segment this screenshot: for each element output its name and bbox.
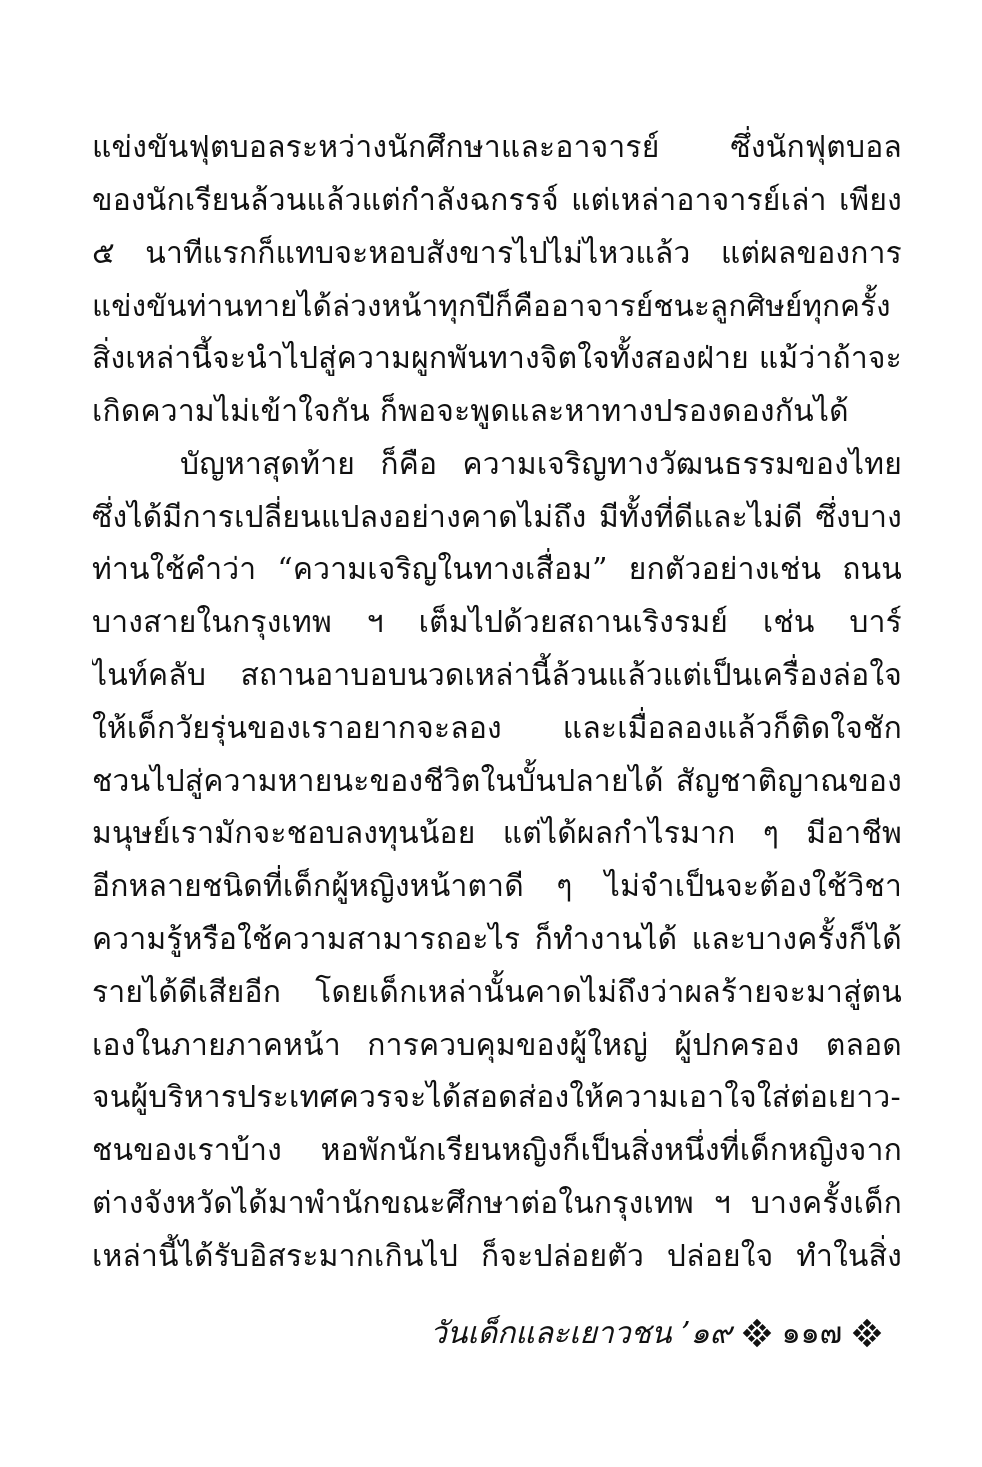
text-line: ๕ นาทีแรกก็แทบจะหอบสังขารไปไม่ไหวแล้ว แต่ผลของการ: [92, 235, 902, 271]
page-number: ๑๑๗: [781, 1315, 843, 1351]
text-line: เหล่านี้ได้รับอิสระมากเกินไป ก็จะปล่อยตัว ปล่อยใจ ทำในสิ่ง: [92, 1238, 902, 1274]
paragraph-last-line: เกิดความไม่เข้าใจกัน ก็พอจะพูดและหาทางปรองดองกันได้: [92, 393, 849, 429]
text-line: สิ่งเหล่านี้จะนำไปสู่ความผูกพันทางจิตใจทั้งสองฝ่าย แม้ว่าถ้าจะ: [92, 341, 902, 377]
paragraph-first-line: บัญหาสุดท้าย ก็คือ ความเจริญทางวัฒนธรรมของไทย: [180, 446, 902, 482]
text-line: แข่งขันท่านทายได้ล่วงหน้าทุกปีก็คืออาจารย์ชนะลูกศิษย์ทุกครั้ง: [92, 289, 891, 324]
text-line: ความรู้หรือใช้ความสามารถอะไร ก็ทำงานได้ และบางครั้งก็ได้: [92, 921, 902, 957]
text-line: ของนักเรียนล้วนแล้วแต่กำลังฉกรรจ์ แต่เหล่าอาจารย์เล่า เพียง: [92, 182, 902, 218]
body-text: [92, 122, 902, 1284]
footer-title: วันเด็กและเยาวชน ’๑๙: [430, 1315, 732, 1351]
diamond-flower-ornament-icon: [852, 1318, 882, 1348]
text-line: เองในภายภาคหน้า การควบคุมของผู้ใหญ่ ผู้ปกครอง ตลอด: [92, 1027, 902, 1063]
text-line: ไนท์คลับ สถานอาบอบนวดเหล่านี้ล้วนแล้วแต่เป็นเครื่องล่อใจ: [92, 657, 902, 693]
page-footer: [430, 1308, 910, 1358]
text-line: ต่างจังหวัดได้มาพำนักขณะศึกษาต่อในกรุงเทพ ฯ บางครั้งเด็ก: [92, 1185, 902, 1221]
text-line: ให้เด็กวัยรุ่นของเราอยากจะลอง และเมื่อลองแล้วก็ติดใจชัก: [92, 710, 902, 746]
text-line: ชนของเราบ้าง หอพักนักเรียนหญิงก็เป็นสิ่งหนึ่งที่เด็กหญิงจาก: [92, 1133, 902, 1169]
diamond-flower-ornament-icon: [742, 1318, 772, 1348]
text-line: บางสายในกรุงเทพ ฯ เต็มไปด้วยสถานเริงรมย์ เช่น บาร์: [92, 605, 902, 641]
text-line: ซึ่งได้มีการเปลี่ยนแปลงอย่างคาดไม่ถึง มีทั้งที่ดีและไม่ดี ซึ่งบาง: [92, 499, 902, 535]
text-line: จนผู้บริหารประเทศควรจะได้สอดส่องให้ความเอาใจใส่ต่อเยาว-: [92, 1080, 901, 1116]
text-line: แข่งขันฟุตบอลระหว่างนักศึกษาและอาจารย์ ซึ่งนักฟุตบอล: [92, 130, 902, 165]
text-line: ชวนไปสู่ความหายนะของชีวิตในบั้นปลายได้ สัญชาติญาณของ: [92, 763, 902, 799]
text-line: มนุษย์เรามักจะชอบลงทุนน้อย แต่ได้ผลกำไรมาก ๆ มีอาชีพ: [92, 816, 902, 852]
text-line: ท่านใช้คำว่า “ความเจริญในทางเสื่อม” ยกตัวอย่างเช่น ถนน: [92, 552, 902, 588]
text-line: อีกหลายชนิดที่เด็กผู้หญิงหน้าตาดี ๆ ไม่จำเป็นจะต้องใช้วิชา: [92, 869, 902, 905]
text-line: รายได้ดีเสียอีก โดยเด็กเหล่านั้นคาดไม่ถึงว่าผลร้ายจะมาสู่ตน: [92, 974, 902, 1010]
